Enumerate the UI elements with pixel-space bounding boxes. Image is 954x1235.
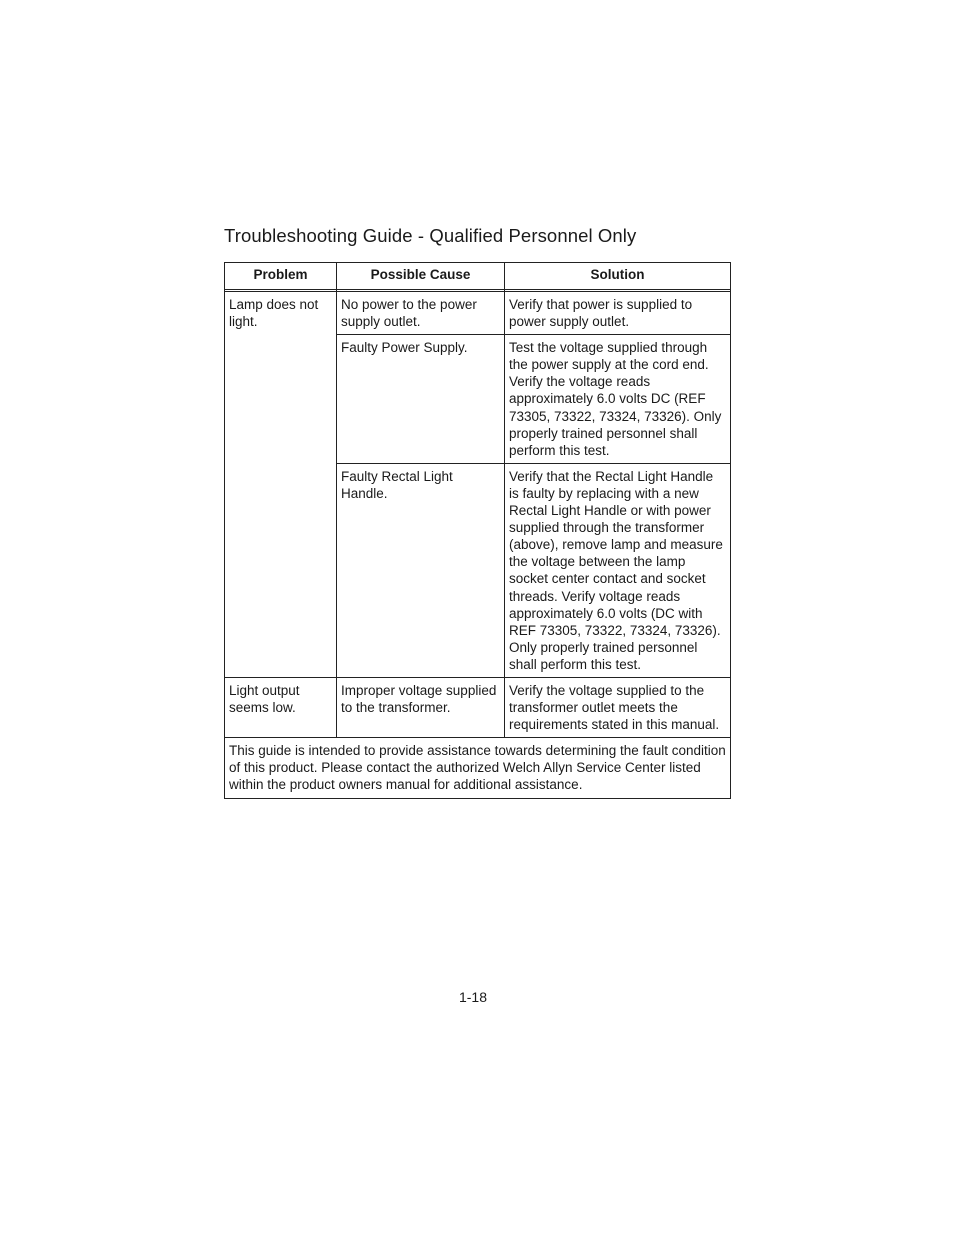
cause-cell: Improper voltage supplied to the transformer. xyxy=(337,677,505,737)
table-header-row xyxy=(225,263,731,290)
problem-cell: Lamp does not light. xyxy=(225,292,337,678)
column-header-solution: Solution xyxy=(505,263,731,290)
problem-cell: Light output seems low. xyxy=(225,677,337,737)
cause-cell: No power to the power supply outlet. xyxy=(337,292,505,335)
cause-cell: Faulty Power Supply. xyxy=(337,335,505,464)
page-title: Troubleshooting Guide - Qualified Personnel Only xyxy=(224,225,637,246)
cause-cell: Faulty Rectal Light Handle. xyxy=(337,463,505,677)
solution-cell: Test the voltage supplied through the power supply at the cord end. Verify the voltage reads approximately 6.0 volts DC (REF 73305, 73322, 73324, 73326). Only properly trained personnel shall perform this test. xyxy=(505,335,731,464)
solution-cell: Verify that power is supplied to power supply outlet. xyxy=(505,292,731,335)
footer-note: This guide is intended to provide assistance towards determining the fault condition of this product. Please contact the authorized Welch Allyn Service Center listed within the product owners manual for additional assistance. xyxy=(225,738,731,798)
table-footer-row xyxy=(225,738,731,798)
page-number: 1-18 xyxy=(458,989,488,1005)
column-header-problem: Problem xyxy=(225,263,337,290)
solution-cell: Verify the voltage supplied to the transformer outlet meets the requirements stated in this manual. xyxy=(505,677,731,737)
table-row xyxy=(225,677,731,737)
troubleshooting-table xyxy=(224,262,731,799)
column-header-possible-cause: Possible Cause xyxy=(337,263,505,290)
table-row xyxy=(225,292,731,335)
solution-cell: Verify that the Rectal Light Handle is faulty by replacing with a new Rectal Light Handle or with power supplied through the transformer (above), remove lamp and measure the voltage between the lamp socket center contact and socket threads. Verify voltage reads approximately 6.0 volts (DC with REF 73305, 73322, 73324, 73326). Only properly trained personnel shall perform this test. xyxy=(505,463,731,677)
